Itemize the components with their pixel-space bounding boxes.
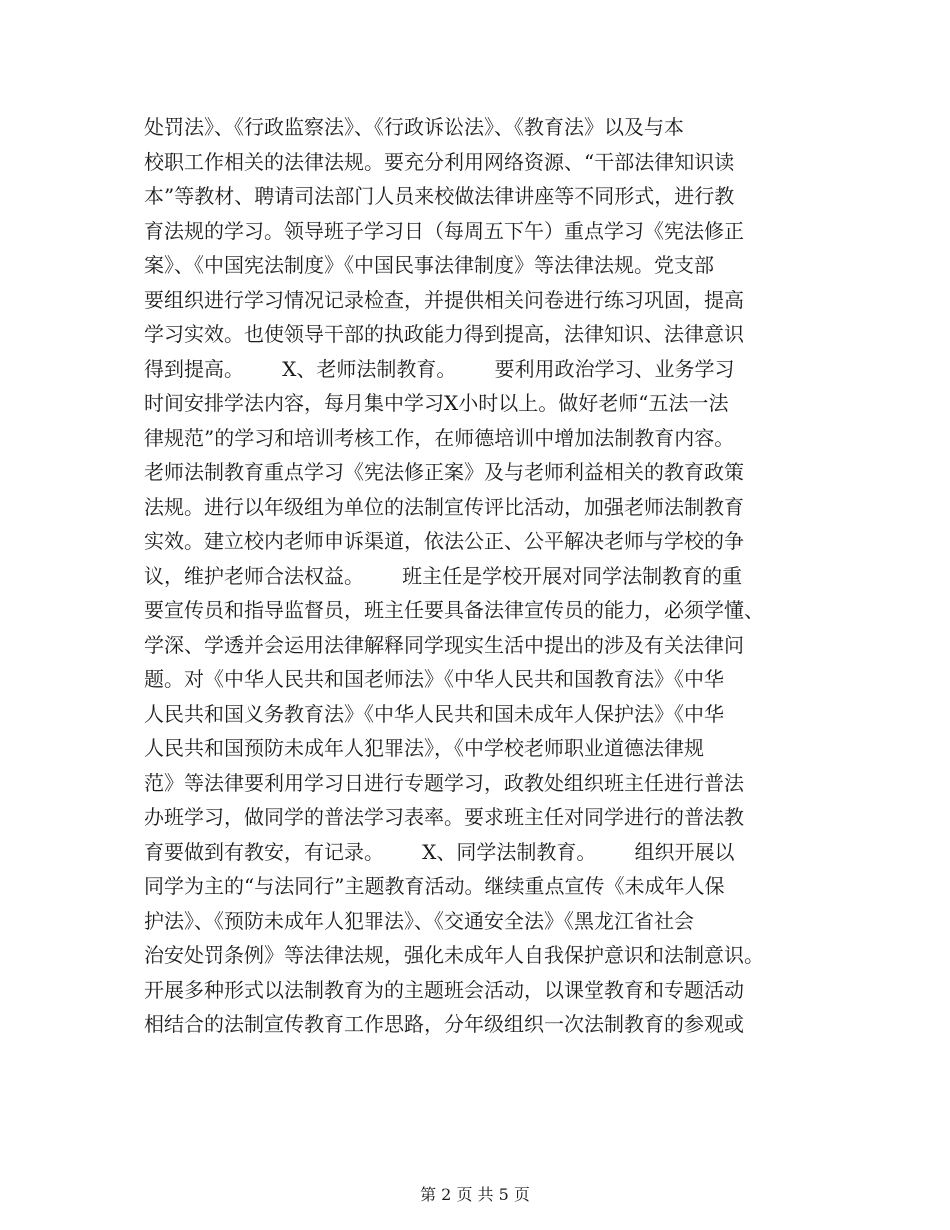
text-line: 案》、《中国宪法制度》《中国民事法律制度》等法律法规。党支部 [144,253,714,277]
text-line: 人民共和国预防未成年人犯罪法》，《中学校老师职业道德法律规 [144,736,704,760]
text-line: 议，维护老师合法权益。 班主任是学校开展对同学法制教育的重 [144,563,743,588]
text-line: 实效。建立校内老师申诉渠道，依法公正、公平解决老师与学校的争 [144,529,744,553]
text-line: 同学为主的“与法同行”主题教育活动。继续重点宣传《未成年人保 [144,874,725,898]
text-line: 题。对《中华人民共和国老师法》《中华人民共和国教育法》《中华 [144,667,724,691]
text-line: 育要做到有教安，有记录。 X、同学法制教育。 组织开展以 [144,839,735,864]
text-line: 学习实效。也使领导干部的执政能力得到提高，法律知识、法律意识 [144,322,744,346]
text-line: 要组织进行学习情况记录检查，并提供相关问卷进行练习巩固，提高 [144,287,744,312]
text-line: 办班学习，做同学的普法学习表率。要求班主任对同学进行的普法教 [144,805,744,829]
text-line: 时间安排学法内容，每月集中学习X小时以上。做好老师“五法一法 [144,391,729,415]
text-line: 校职工作相关的法律法规。要充分利用网络资源、“干部法律知识读 [144,149,735,174]
text-line: 处罚法》、《行政监察法》、《行政诉讼法》、《教育法》以及与本 [144,115,684,139]
text-line: 本”等教材、聘请司法部门人员来校做法律讲座等不同形式，进行教 [144,184,735,208]
text-line: 范》等法律要利用学习日进行专题学习，政教处组织班主任进行普法 [144,770,744,795]
text-line: 开展多种形式以法制教育为的主题班会活动，以课堂教育和专题活动 [144,977,744,1002]
page-number-footer: 第 2 页 共 5 页 [420,1185,530,1204]
text-line: 老师法制教育重点学习《宪法修正案》及与老师利益相关的教育政策 [144,460,744,484]
text-line: 护法》、《预防未成年人犯罪法》、《交通安全法》《黑龙江省社会 [144,908,694,933]
text-line: 治安处罚条例》等法律法规，强化未成年人自我保护意识和法制意识。 [144,943,764,967]
text-line: 育法规的学习。领导班子学习日（每周五下午）重点学习《宪法修正 [144,218,744,243]
text-line: 学深、学透并会运用法律解释同学现实生活中提出的涉及有关法律问 [144,632,744,657]
text-line: 人民共和国义务教育法》《中华人民共和国未成年人保护法》《中华 [144,701,724,726]
text-line: 法规。进行以年级组为单位的法制宣传评比活动，加强老师法制教育 [144,494,744,519]
text-line: 律规范”的学习和培训考核工作，在师德培训中增加法制教育内容。 [144,425,735,450]
text-line: 要宣传员和指导监督员，班主任要具备法律宣传员的能力，必须学懂、 [144,598,764,622]
text-line: 得到提高。 X、老师法制教育。 要利用政治学习、业务学习 [144,356,735,381]
body-text [144,110,824,1042]
text-line: 相结合的法制宣传教育工作思路，分年级组织一次法制教育的参观或 [144,1012,744,1036]
